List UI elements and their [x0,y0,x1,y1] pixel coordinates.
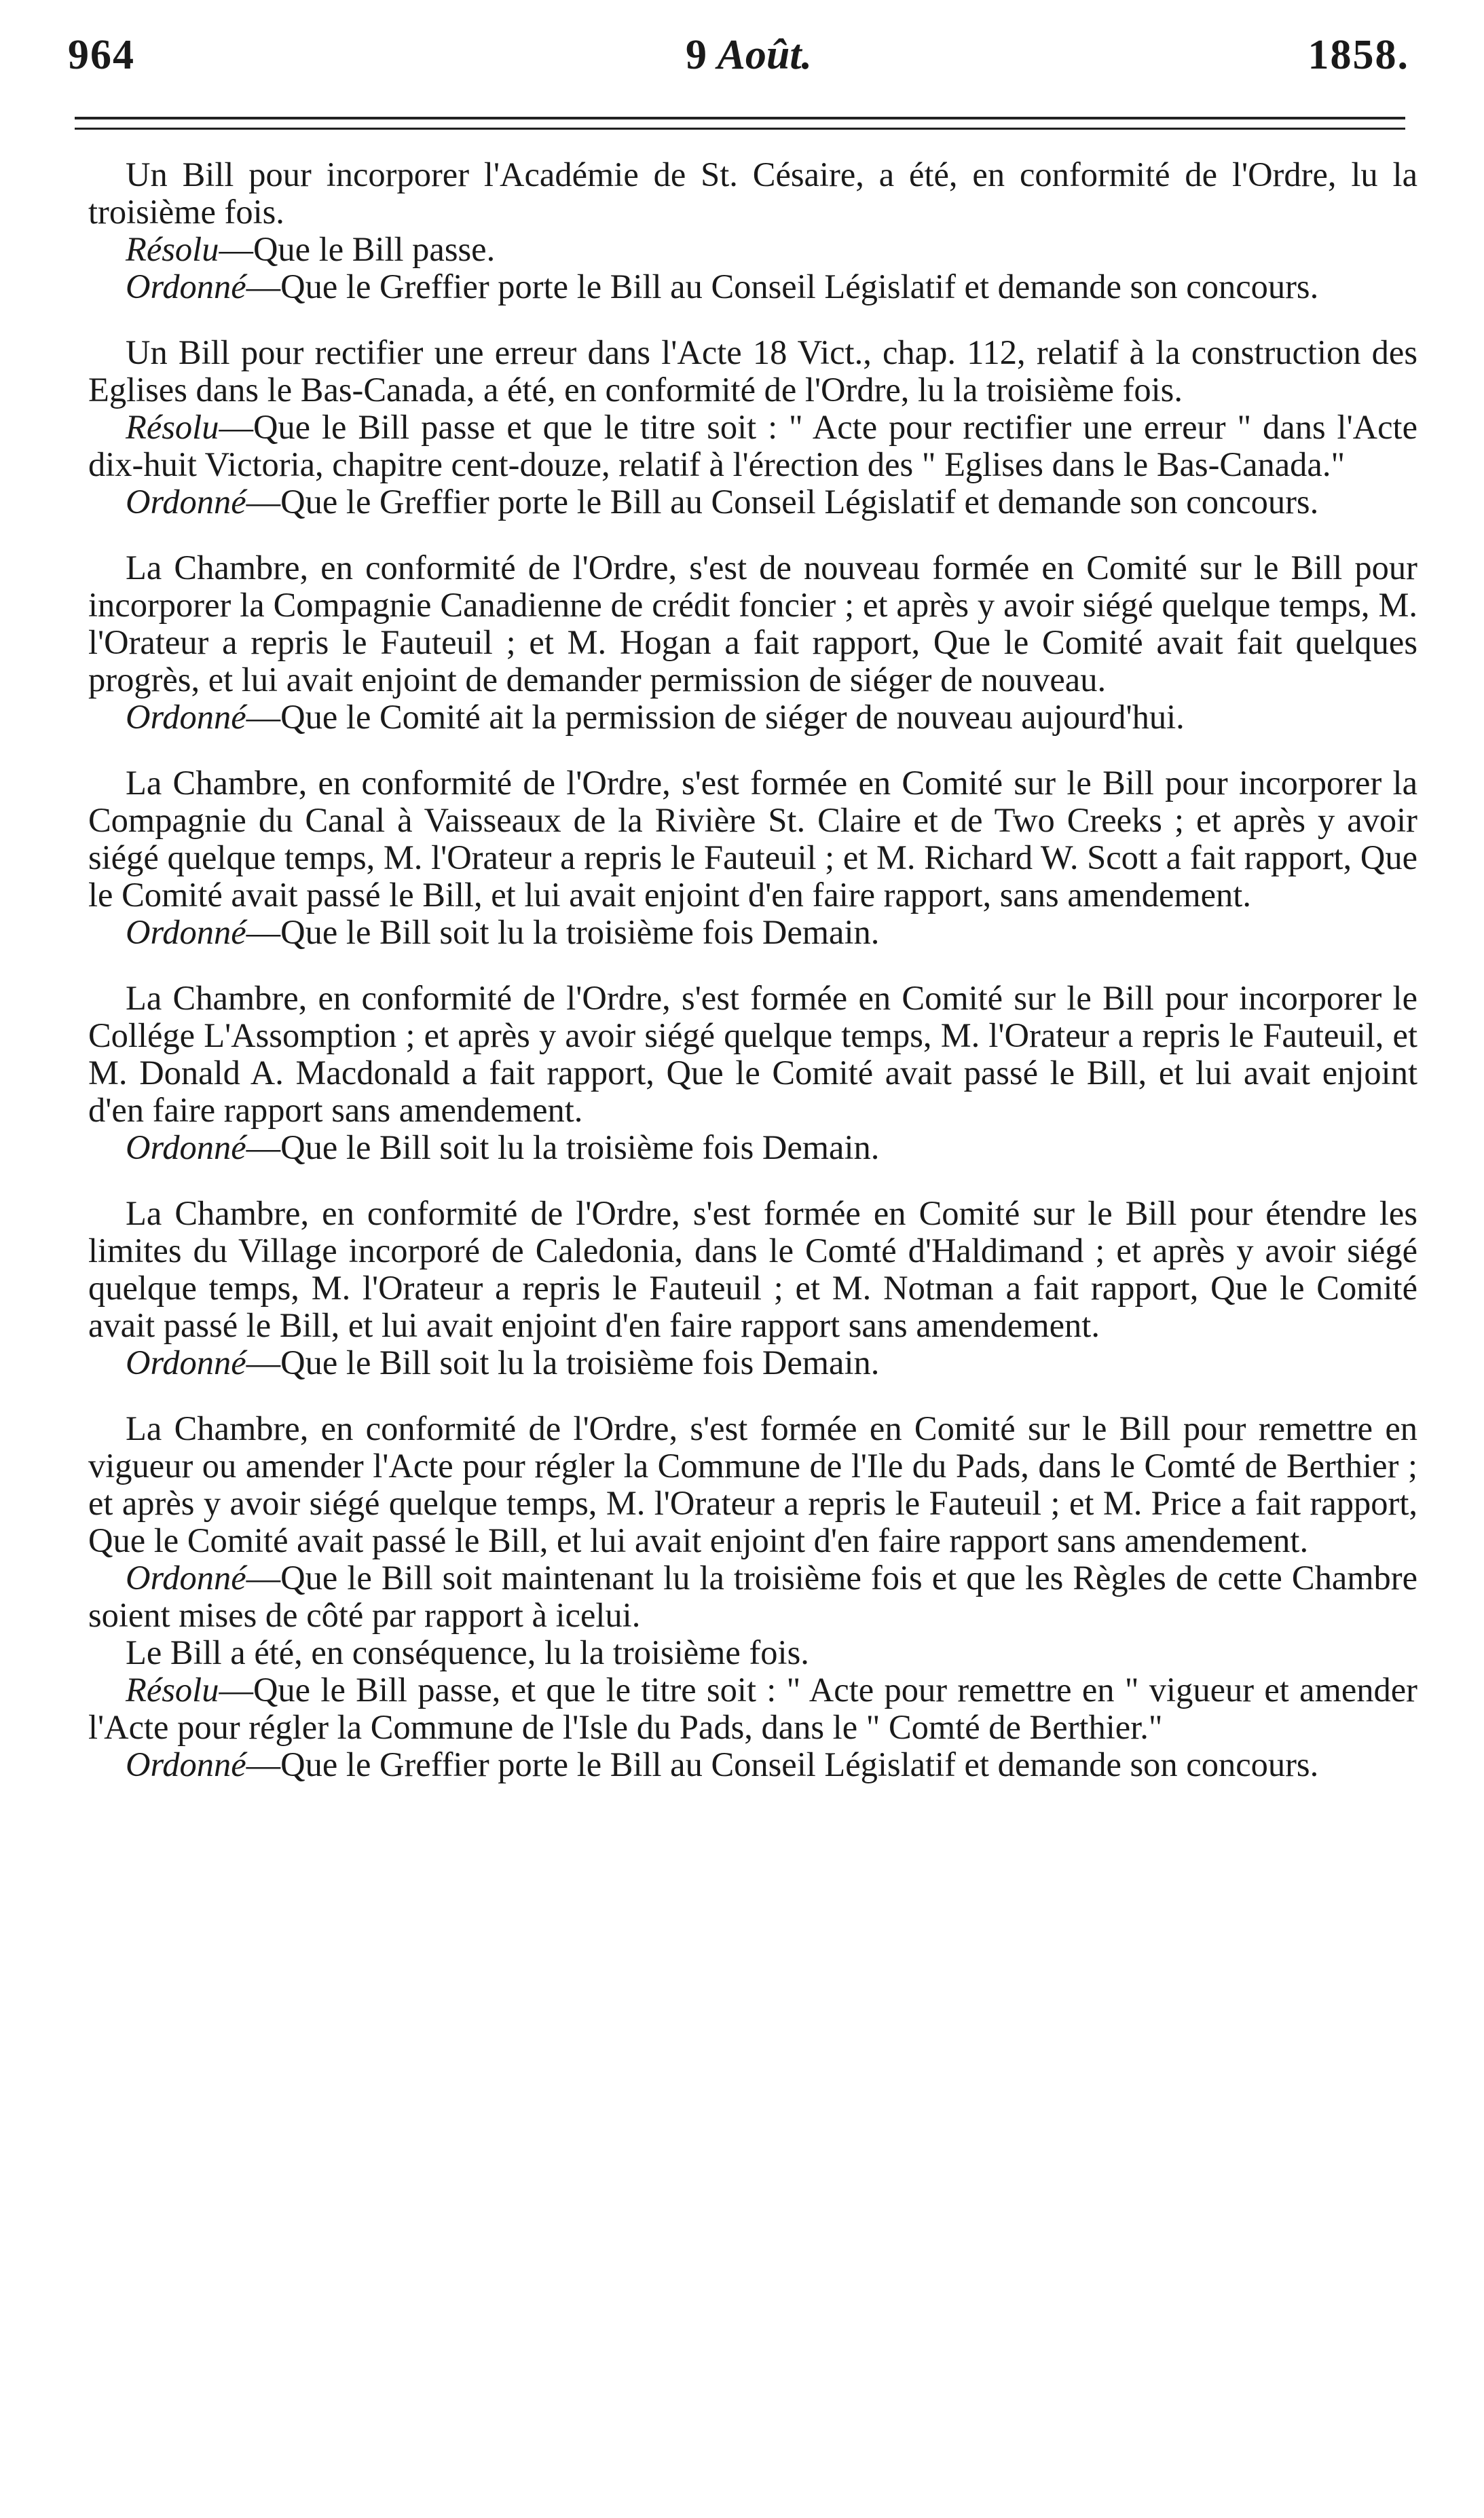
journal-entry [88,1410,1417,1783]
resolution-line [88,409,1417,483]
resolution-label: Ordonné [126,1559,246,1597]
line-text: —Que le Greffier porte le Bill au Conseil Législatif et demande son concours. [246,483,1319,521]
page-number: 964 [68,32,135,78]
date-day: 9 [686,32,707,78]
entry-text [88,549,1417,699]
header-rule-top [75,117,1405,119]
line-text: La Chambre, en conformité de l'Ordre, s'est formée en Comité sur le Bill pour étendre les limites du Village incorporé de Caledonia, dans le Comté d'Haldimand ; et après y avoir siégé quelque temps, M. l'Orateur a repris le Fauteuil ; et M. Notman a fait rapport, Que le Comité avait passé le Bill, et lui avait enjoint d'en faire rapport sans amendement. [88,1194,1417,1344]
line-text: —Que le Bill soit lu la troisième fois Demain. [246,1344,880,1382]
journal-entry [88,549,1417,736]
line-text: Un Bill pour incorporer l'Académie de St. Césaire, a été, en conformité de l'Ordre, lu la troisième fois. [88,155,1417,231]
line-text: La Chambre, en conformité de l'Ordre, s'est formée en Comité sur le Bill pour remettre en vigueur ou amender l'Acte pour régler la Commune de l'Ile du Pads, dans le Comté de Berthier ; et après y avoir siégé quelque temps, M. l'Orateur a repris le Fauteuil ; et M. Price a fait rapport, Que le Comité avait passé le Bill, et lui avait enjoint d'en faire rapport sans amendement. [88,1409,1417,1559]
line-text: La Chambre, en conformité de l'Ordre, s'est de nouveau formée en Comité sur le Bill pour incorporer la Compagnie Canadienne de crédit foncier ; et après y avoir siégé quelque temps, M. l'Orateur a repris le Fauteuil ; et M. Hogan a fait rapport, Que le Comité avait fait quelques progrès, et lui avait enjoint de demander permission de siéger de nouveau. [88,549,1417,699]
resolution-line [88,1671,1417,1746]
resolution-line [88,268,1417,306]
resolution-line [88,1559,1417,1634]
line-text: La Chambre, en conformité de l'Ordre, s'est formée en Comité sur le Bill pour incorporer la Compagnie du Canal à Vaisseaux de la Rivière St. Claire et de Two Creeks ; et après y avoir siégé quelque temps, M. l'Orateur a repris le Fauteuil ; et M. Richard W. Scott a fait rapport, Que le Comité avait passé le Bill, et lui avait enjoint d'en faire rapport, sans amendement. [88,764,1417,914]
page-date [686,31,812,79]
resolution-label: Ordonné [126,698,246,736]
resolution-line [88,1344,1417,1382]
resolution-label: Ordonné [126,1128,246,1166]
line-text: —Que le Bill passe et que le titre soit : " Acte pour rectifier une erreur " dans l'Acte dix-huit Victoria, chapitre cent-douze, relatif à l'érection des " Eglises dans le Bas-Canada." [88,408,1417,483]
resolution-label: Ordonné [126,1745,246,1783]
entry-text [88,156,1417,231]
line-text: —Que le Bill passe. [219,230,496,268]
page-header [68,24,1409,106]
journal-entry [88,334,1417,521]
entry-text [88,980,1417,1129]
line-text: Un Bill pour rectifier une erreur dans l'Acte 18 Vict., chap. 112, relatif à la construction des Eglises dans le Bas-Canada, a été, en conformité de l'Ordre, lu la troisième fois. [88,333,1417,409]
entry-text [88,764,1417,914]
journal-entry [88,156,1417,306]
resolution-label: Ordonné [126,483,246,521]
line-text: La Chambre, en conformité de l'Ordre, s'est formée en Comité sur le Bill pour incorporer le Collége L'Assomption ; et après y avoir siégé quelque temps, M. l'Orateur a repris le Fauteuil, et M. Donald A. Macdonald a fait rapport, Que le Comité avait passé le Bill, et lui avait enjoint d'en faire rapport sans amendement. [88,979,1417,1129]
entry-text [88,334,1417,409]
entry-text [88,1195,1417,1344]
entry-text [88,1634,1417,1671]
line-text: —Que le Bill passe, et que le titre soit : " Acte pour remettre en " vigueur et amender l'Acte pour régler la Commune de l'Isle du Pads, dans le " Comté de Berthier." [88,1671,1417,1746]
header-rule-bottom [75,128,1405,130]
line-text: —Que le Bill soit maintenant lu la troisième fois et que les Règles de cette Chambre soient mises de côté par rapport à icelui. [88,1559,1417,1634]
resolution-label: Ordonné [126,913,246,951]
resolution-line [88,1129,1417,1166]
date-month: Août. [717,32,813,78]
line-text: —Que le Comité ait la permission de siéger de nouveau aujourd'hui. [246,698,1185,736]
resolution-label: Ordonné [126,267,246,306]
journal-entry [88,1195,1417,1382]
resolution-label: Résolu [126,230,219,268]
resolution-line [88,231,1417,268]
resolution-line [88,483,1417,521]
line-text: —Que le Greffier porte le Bill au Conseil Législatif et demande son concours. [246,1745,1319,1783]
line-text: —Que le Greffier porte le Bill au Conseil Législatif et demande son concours. [246,267,1319,306]
resolution-line [88,914,1417,951]
journal-entry [88,764,1417,951]
resolution-label: Ordonné [126,1344,246,1382]
journal-entry [88,980,1417,1166]
journal-content [88,156,1417,1812]
line-text: —Que le Bill soit lu la troisième fois Demain. [246,1128,880,1166]
line-text: Le Bill a été, en conséquence, lu la troisième fois. [126,1633,809,1671]
line-text: —Que le Bill soit lu la troisième fois Demain. [246,913,880,951]
page-year: 1858. [1307,32,1409,78]
resolution-label: Résolu [126,1671,219,1709]
resolution-label: Résolu [126,408,219,446]
entry-text [88,1410,1417,1559]
resolution-line [88,699,1417,736]
resolution-line [88,1746,1417,1783]
